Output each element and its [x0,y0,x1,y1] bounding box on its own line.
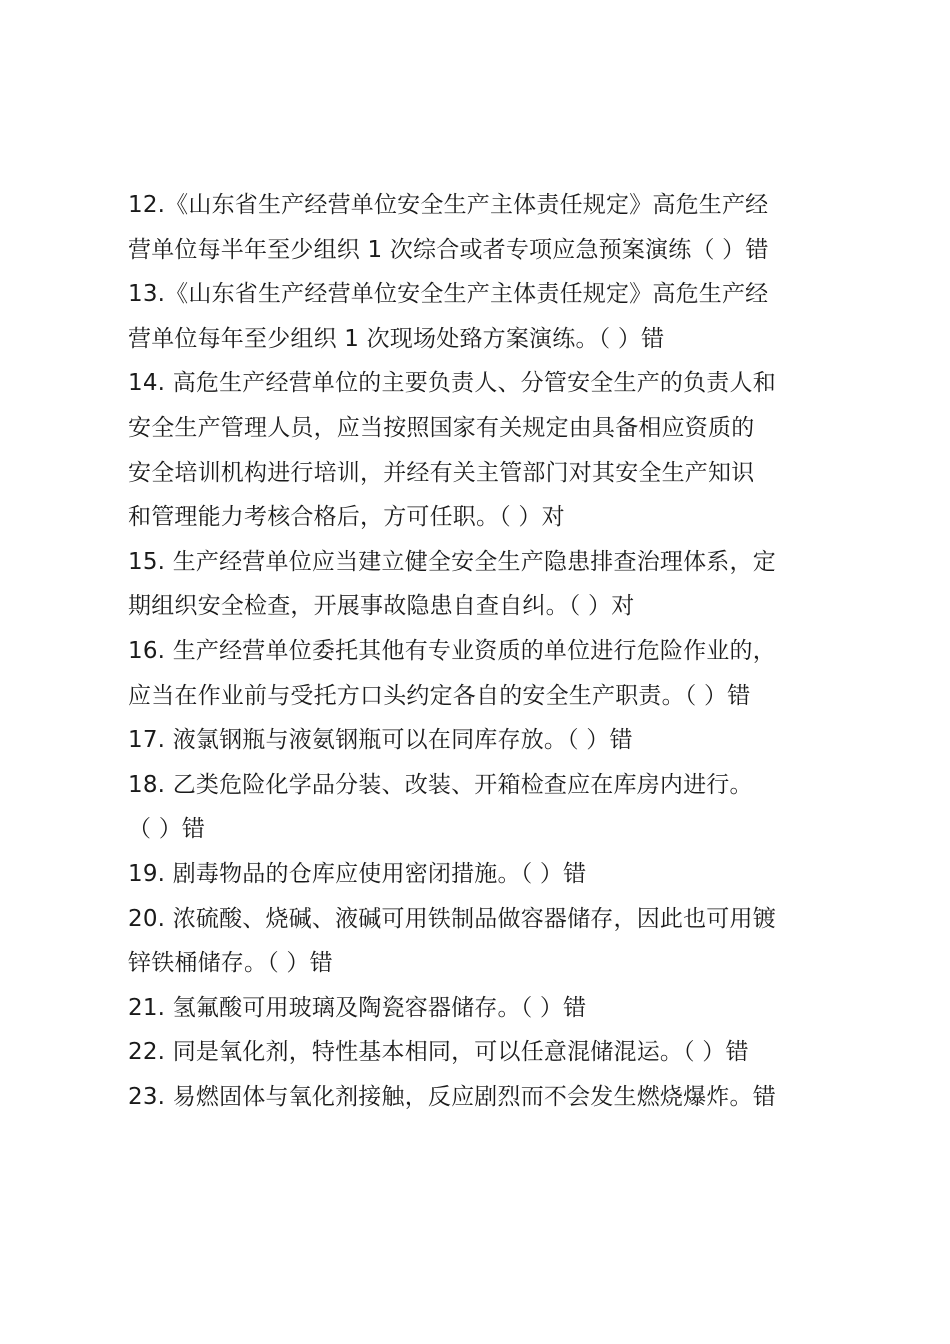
text-line: 16. 生产经营单位委托其他有专业资质的单位进行危险作业的， [128,637,776,664]
text-line: 23. 易燃固体与氧化剂接触，反应剧烈而不会发生燃烧爆炸。错 [128,1083,776,1110]
text-line: 锌铁桶储存。（ ）错 [128,950,333,977]
text-line: 15. 生产经营单位应当建立健全安全生产隐患排查治理体系，定 [128,548,776,575]
text-line: 12.《山东省生产经营单位安全生产主体责任规定》高危生产经 [128,192,769,218]
text-line: 应当在作业前与受托方口头约定各自的安全生产职责。（ ）错 [128,682,751,709]
text-line: 14. 高危生产经营单位的主要负责人、分管安全生产的负责人和 [128,370,776,397]
text-line: 22. 同是氧化剂，特性基本相同，可以任意混储混运。（ ）错 [128,1039,749,1066]
text-line: 安全培训机构进行培训，并经有关主管部门对其安全生产知识 [128,459,755,486]
text-line: 18. 乙类危险化学品分装、改装、开箱检查应在库房内进行。 [128,771,753,798]
text-line: 21. 氢氟酸可用玻璃及陶瓷容器储存。（ ）错 [128,994,587,1021]
text-line: 营单位每半年至少组织 1 次综合或者专项应急预案演练（ ）错 [128,236,769,263]
text-line: 19. 剧毒物品的仓库应使用密闭措施。（ ）错 [128,860,587,887]
text-line: 安全生产管理人员，应当按照国家有关规定由具备相应资质的 [128,414,755,441]
text-line: 期组织安全检查，开展事故隐患自查自纠。（ ）对 [128,593,635,620]
text-line: 17. 液氯钢瓶与液氨钢瓶可以在同库存放。（ ）错 [128,727,633,754]
text-line: 13.《山东省生产经营单位安全生产主体责任规定》高危生产经 [128,281,769,308]
text-line: 营单位每年至少组织 1 次现场处臵方案演练。（ ）错 [128,325,665,352]
text-line: （ ）错 [128,816,206,843]
text-line: 20. 浓硫酸、烧碱、液碱可用铁制品做容器储存，因此也可用镀 [128,905,776,932]
text-line: 和管理能力考核合格后，方可任职。（ ）对 [128,504,565,531]
document-body [128,183,838,1119]
